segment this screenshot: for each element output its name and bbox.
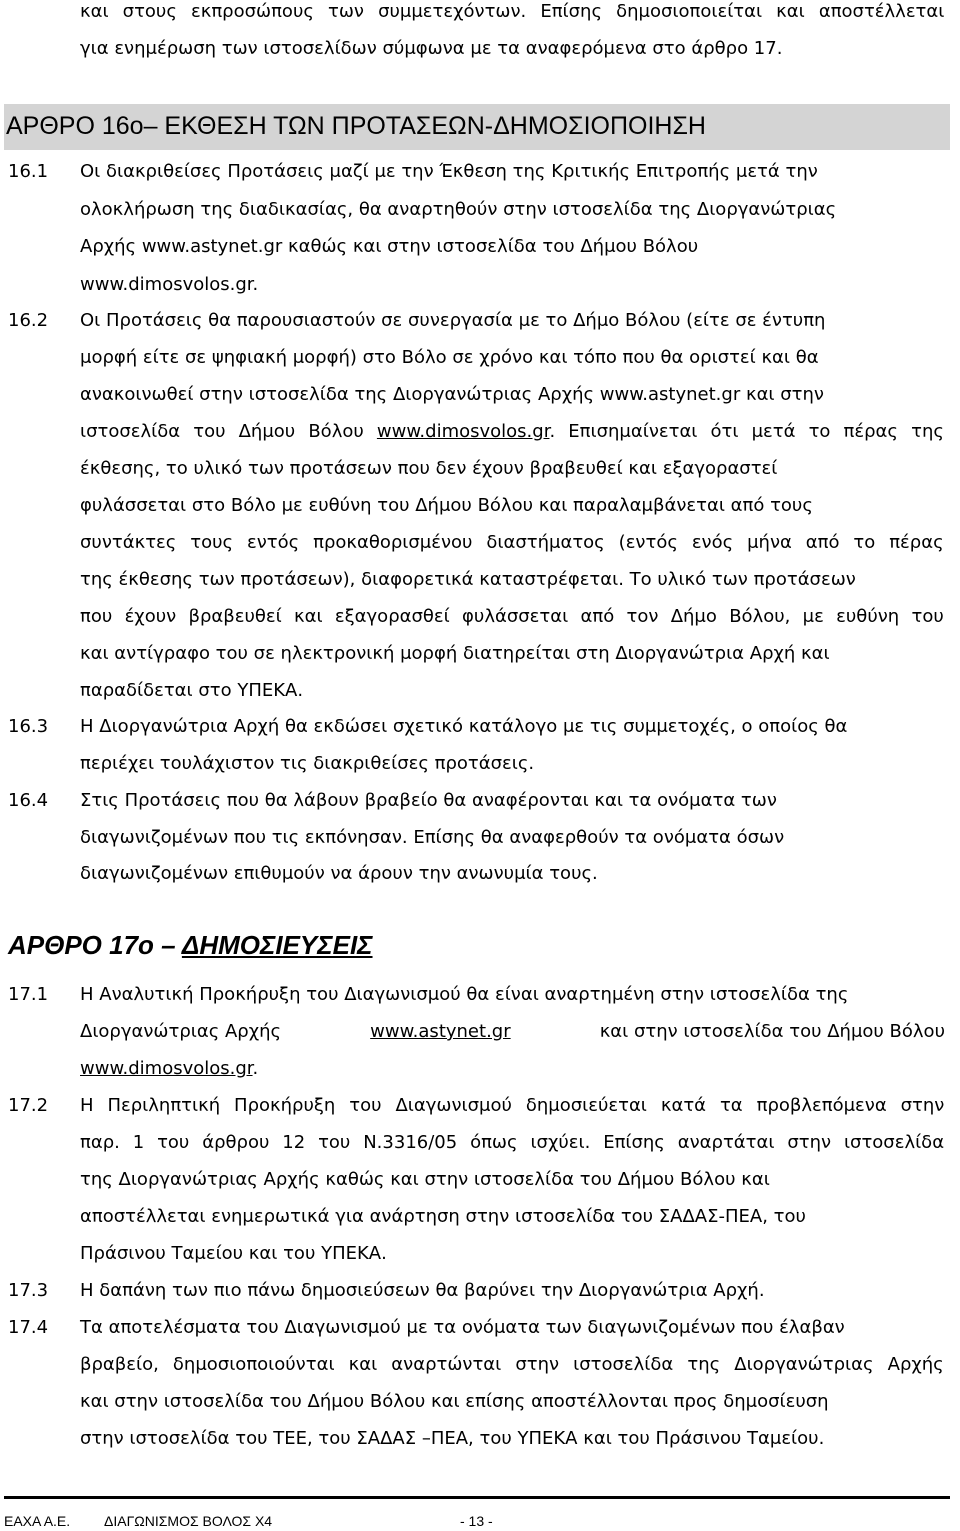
paragraph-line [80, 1057, 258, 1081]
paragraph-line: για ενημέρωση των ιστοσελίδων σύμφωνα με τα αναφερόμενα στο άρθρο 17. [80, 38, 783, 59]
paragraph-line: Πράσινου Ταμείου και του ΥΠΕΚΑ. [80, 1243, 387, 1264]
article-17-title-text: ΔΗΜΟΣΙΕΥΣΕΙΣ [181, 930, 373, 960]
paragraph-line: και στους εκπροσώπους των συμμετεχόντων. Επίσης δημοσιοποιείται και αποστέλλεται [80, 1, 945, 22]
article-16-title: ΑΡΘΡΟ 16ο– ΕΚΘΕΣΗ ΤΩΝ ΠΡΟΤΑΣΕΩΝ-ΔΗΜΟΣΙΟΠΟΙΗΣΗ [6, 112, 706, 140]
paragraph-line: της Διοργανώτριας Αρχής καθώς και στην ιστοσελίδα του Δήμου Βόλου και [80, 1169, 770, 1190]
paragraph-line: διαγωνιζομένων που τις εκπόνησαν. Επίσης θα αναφερθούν τα ονόματα όσων [80, 827, 785, 848]
paragraph-line: μορφή είτε σε ψηφιακή μορφή) στο Βόλο σε χρόνο και τόπο που θα οριστεί και θα [80, 347, 819, 368]
paragraph-line: και στην ιστοσελίδα του Δήμου Βόλου και επίσης αποστέλλονται προς δημοσίευση [80, 1391, 829, 1412]
paragraph-line: έκθεσης, το υλικό των προτάσεων που δεν έχουν βραβευθεί και εξαγοραστεί [80, 458, 778, 479]
paragraph-line: περιέχει τουλάχιστον τις διακριθείσες προτάσεις. [80, 753, 535, 774]
paragraph-line: Η Διοργανώτρια Αρχή θα εκδώσει σχετικό κατάλογο με τις συμμετοχές, ο οποίος θα [80, 716, 848, 737]
paragraph-line: ολοκλήρωση της διαδικασίας, θα αναρτηθούν στην ιστοσελίδα της Διοργανώτριας [80, 199, 837, 220]
paragraph-line: Οι διακριθείσες Προτάσεις μαζί με την Έκθεση της Κριτικής Επιτροπής μετά την [80, 161, 818, 182]
clause-number: 17.1 [8, 984, 49, 1005]
paragraph-line: παρ. 1 του άρθρου 12 του Ν.3316/05 όπως ισχύει. Επίσης αναρτάται στην ιστοσελίδα [80, 1132, 945, 1153]
paragraph-line: στην ιστοσελίδα του ΤΕΕ, του ΣΑΔΑΣ –ΠΕΑ, του ΥΠΕΚΑ και του Πράσινου Ταμείου. [80, 1428, 825, 1449]
clause-number: 16.2 [8, 310, 49, 331]
article-17-title-number: ΑΡΘΡΟ 17ο – [8, 930, 176, 960]
paragraph-line: αποστέλλεται ενημερωτικά για ανάρτηση στην ιστοσελίδα του ΣΑΔΑΣ-ΠΕΑ, του [80, 1206, 806, 1227]
paragraph-line: Τα αποτελέσματα του Διαγωνισμού με τα ονόματα των διαγωνιζομένων που έλαβαν [80, 1317, 845, 1338]
text-segment: Διοργανώτριας Αρχής [80, 1021, 282, 1042]
paragraph-line: Η δαπάνη των πιο πάνω δημοσιεύσεων θα βαρύνει την Διοργανώτρια Αρχή. [80, 1280, 765, 1301]
paragraph-line: παραδίδεται στο ΥΠΕΚΑ. [80, 680, 304, 701]
article-17-heading [8, 930, 373, 961]
dimosvolos-link[interactable]: www.dimosvolos.gr [376, 421, 550, 442]
paragraph-line [80, 420, 944, 444]
paragraph-line: διαγωνιζομένων επιθυμούν να άρουν την ανωνυμία τους. [80, 863, 598, 884]
text-segment: . Επισημαίνεται ότι μετά το πέρας της [549, 421, 944, 442]
astynet-link[interactable]: www.astynet.gr [370, 1021, 511, 1042]
paragraph-line: συντάκτες τους εντός προκαθορισμένου διαστήματος (εντός ενός μήνα από το πέρας [80, 532, 944, 553]
paragraph-line: φυλάσσεται στο Βόλο με ευθύνη του Δήμου Βόλου και παραλαμβάνεται από τους [80, 495, 813, 516]
clause-number: 16.1 [8, 161, 49, 182]
dimosvolos-link[interactable]: www.dimosvolos.gr [80, 1058, 253, 1079]
paragraph-line: Στις Προτάσεις που θα λάβουν βραβείο θα αναφέρονται και τα ονόματα των [80, 790, 777, 811]
paragraph-line: και αντίγραφο του σε ηλεκτρονική μορφή διατηρείται στη Διοργανώτρια Αρχή και [80, 643, 830, 664]
text-segment: και στην ιστοσελίδα του Δήμου Βόλου [599, 1021, 945, 1042]
clause-number: 17.3 [8, 1280, 49, 1301]
paragraph-line: Αρχής www.astynet.gr καθώς και στην ιστοσελίδα του Δήμου Βόλου [80, 236, 699, 257]
paragraph-line [80, 1020, 945, 1044]
article-16-heading [4, 104, 950, 150]
paragraph-line: Η Περιληπτική Προκήρυξη του Διαγωνισμού δημοσιεύεται κατά τα προβλεπόμενα στην [80, 1095, 945, 1116]
page-footer [4, 1496, 950, 1529]
paragraph-line: Η Αναλυτική Προκήρυξη του Διαγωνισμού θα είναι αναρτημένη στην ιστοσελίδα της [80, 984, 849, 1005]
footer-company: ΕΑΧΑ Α.Ε. [4, 1513, 71, 1529]
footer-title: ΔΙΑΓΩΝΙΣΜΟΣ ΒΟΛΟΣ Χ4 [104, 1513, 273, 1529]
page-number: - 13 - [460, 1513, 493, 1529]
text-segment: ιστοσελίδα του Δήμου Βόλου [80, 421, 364, 442]
text-segment: . [252, 1058, 259, 1079]
paragraph-line: της έκθεσης των προτάσεων), διαφορετικά καταστρέφεται. Το υλικό των προτάσεων [80, 569, 856, 590]
paragraph-line: Οι Προτάσεις θα παρουσιαστούν σε συνεργασία με το Δήμο Βόλου (είτε σε έντυπη [80, 310, 826, 331]
paragraph-line: ανακοινωθεί στην ιστοσελίδα της Διοργανώτριας Αρχής www.astynet.gr και στην [80, 384, 824, 405]
clause-number: 17.2 [8, 1095, 49, 1116]
paragraph-line: βραβείο, δημοσιοποιούνται και αναρτώνται στην ιστοσελίδα της Διοργανώτριας Αρχής [80, 1354, 944, 1375]
clause-number: 16.4 [8, 790, 49, 811]
paragraph-line: που έχουν βραβευθεί και εξαγορασθεί φυλάσσεται από τον Δήμο Βόλου, με ευθύνη του [80, 606, 944, 627]
clause-number: 16.3 [8, 716, 49, 737]
paragraph-line: www.dimosvolos.gr. [80, 274, 259, 295]
clause-number: 17.4 [8, 1317, 49, 1338]
